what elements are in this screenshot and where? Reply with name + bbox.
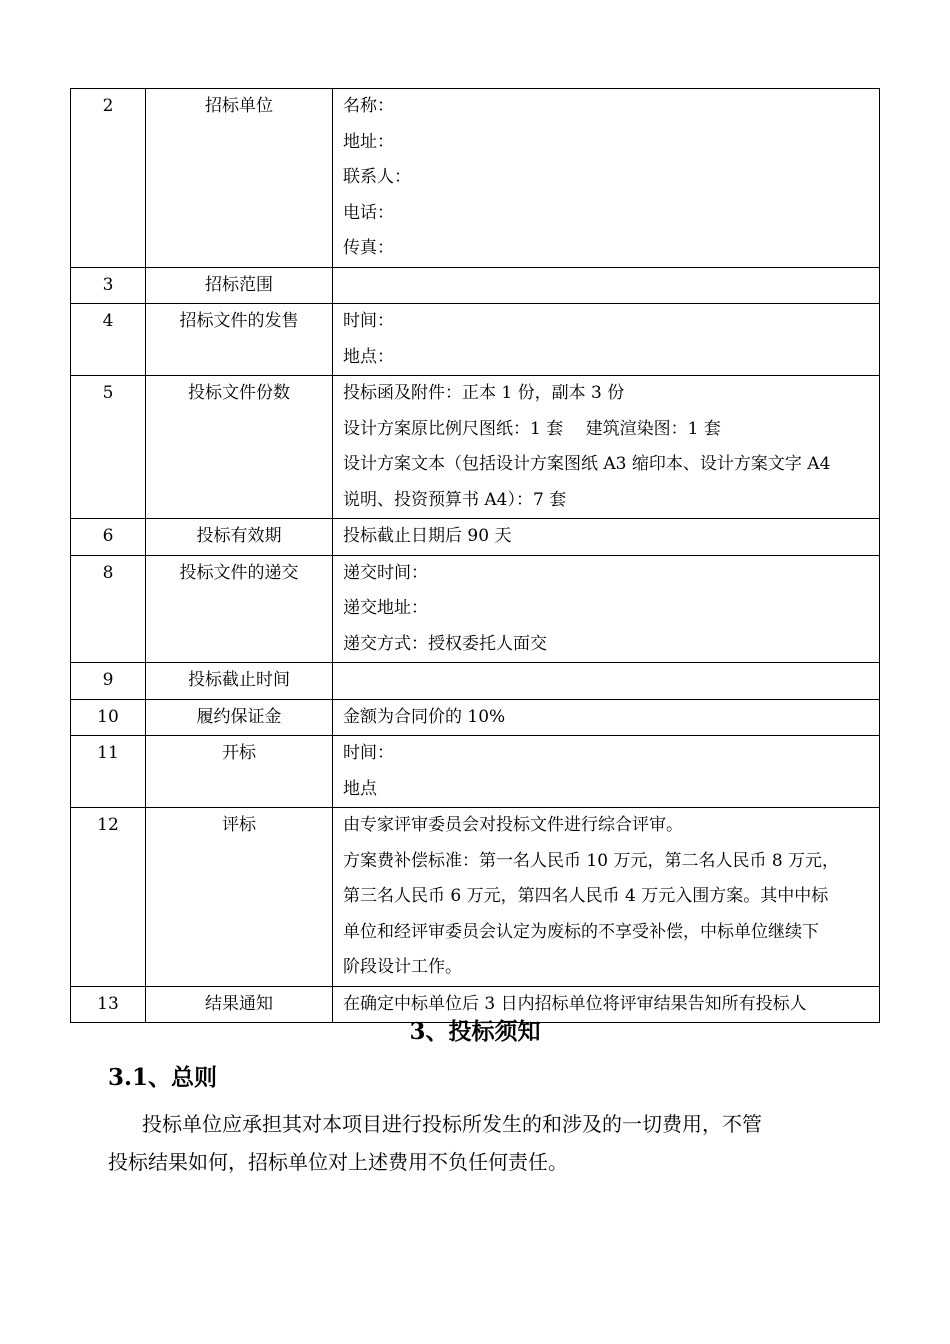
row-number-cell — [71, 89, 146, 268]
row-number-cell — [71, 519, 146, 556]
item-name-cell — [146, 663, 333, 700]
content-line: 时间： — [343, 311, 394, 331]
item-name-cell — [146, 736, 333, 808]
paragraph-line: 投标单位应承担其对本项目进行投标所发生的和涉及的一切费用，不管 — [142, 1112, 762, 1136]
table-row — [71, 89, 880, 268]
content-line: 递交时间： — [343, 562, 428, 583]
table-row — [71, 699, 880, 736]
item-name: 结果通知 — [205, 993, 273, 1014]
row-number-cell — [71, 808, 146, 987]
row-number-cell — [71, 376, 146, 519]
content-line: 递交方式：授权委托人面交 — [343, 633, 547, 654]
content-line — [343, 663, 875, 699]
content-cell — [333, 663, 880, 700]
row-number: 5 — [102, 383, 114, 403]
content-line: 单位和经评审委员会认定为废标的不享受补偿，中标单位继续下 — [343, 921, 819, 942]
content-line: 名称： — [343, 96, 394, 116]
item-name-cell — [146, 519, 333, 556]
bidding-info-table — [70, 88, 880, 1023]
item-name: 履约保证金 — [196, 706, 282, 727]
subsection-title: 3.1、总则 — [108, 1064, 218, 1091]
row-number: 4 — [102, 311, 114, 331]
content-line: 设计方案文本（包括设计方案图纸 A3 缩印本、设计方案文字 A4 — [343, 454, 831, 474]
content-line: 地点： — [343, 346, 394, 367]
content-line: 联系人： — [343, 167, 411, 187]
content-line: 设计方案原比例尺图纸：1 套 建筑渲染图：1 套 — [343, 418, 721, 439]
content-line: 方案费补偿标准：第一名人民币 10 万元，第二名人民币 8 万元， — [343, 850, 840, 871]
content-cell — [333, 304, 880, 376]
content-line: 说明、投资预算书 A4）：7 套 — [343, 489, 567, 510]
content-line: 在确定中标单位后 3 日内招标单位将评审结果告知所有投标人 — [343, 993, 807, 1014]
row-number: 8 — [102, 562, 114, 583]
item-name: 招标文件的发售 — [179, 311, 299, 331]
table-row — [71, 376, 880, 519]
row-number-cell — [71, 663, 146, 700]
row-number-cell — [71, 699, 146, 736]
table-row — [71, 304, 880, 376]
content-line: 地址： — [343, 131, 394, 152]
paragraph-line: 投标结果如何，招标单位对上述费用不负任何责任。 — [108, 1150, 568, 1174]
content-line: 地点 — [343, 778, 377, 799]
content-line: 传真： — [343, 238, 394, 258]
item-name-cell — [146, 808, 333, 987]
content-cell — [333, 808, 880, 987]
row-number: 3 — [102, 274, 114, 295]
item-name: 招标范围 — [205, 274, 273, 295]
table-row — [71, 736, 880, 808]
item-name: 评标 — [222, 815, 256, 835]
section-title: 3、投标须知 — [409, 1018, 541, 1045]
table-row — [71, 267, 880, 304]
content-line: 递交地址： — [343, 598, 428, 618]
row-number-cell — [71, 304, 146, 376]
general-paragraph — [108, 1105, 848, 1181]
content-line: 时间： — [343, 743, 394, 763]
content-line: 金额为合同价的 10% — [343, 706, 506, 727]
item-name-cell — [146, 555, 333, 663]
content-line: 投标截止日期后 90 天 — [343, 526, 512, 546]
content-cell — [333, 376, 880, 519]
content-cell — [333, 555, 880, 663]
row-number: 13 — [97, 993, 119, 1014]
row-number: 10 — [97, 706, 119, 727]
row-number-cell — [71, 555, 146, 663]
item-name: 招标单位 — [205, 96, 273, 116]
item-name-cell — [146, 304, 333, 376]
content-cell — [333, 267, 880, 304]
item-name-cell — [146, 89, 333, 268]
row-number: 2 — [102, 96, 114, 116]
content-cell — [333, 736, 880, 808]
row-number-cell — [71, 267, 146, 304]
item-name: 投标文件的递交 — [179, 562, 299, 583]
content-line: 电话： — [343, 202, 394, 223]
table-row — [71, 519, 880, 556]
item-name: 开标 — [222, 743, 256, 763]
item-name-cell — [146, 267, 333, 304]
row-number: 11 — [97, 743, 119, 763]
table-row — [71, 663, 880, 700]
item-name: 投标截止时间 — [188, 670, 290, 690]
row-number-cell — [71, 736, 146, 808]
content-line — [343, 268, 875, 304]
content-cell — [333, 519, 880, 556]
table-row — [71, 808, 880, 987]
content-line: 阶段设计工作。 — [343, 957, 462, 977]
content-line: 由专家评审委员会对投标文件进行综合评审。 — [343, 815, 683, 835]
item-name: 投标文件份数 — [188, 383, 290, 403]
row-number: 9 — [102, 670, 114, 690]
table-row — [71, 555, 880, 663]
table-body — [71, 89, 880, 1023]
row-number: 6 — [102, 526, 114, 546]
content-cell — [333, 699, 880, 736]
item-name: 投标有效期 — [196, 526, 282, 546]
row-number: 12 — [97, 815, 119, 835]
content-line: 第三名人民币 6 万元，第四名人民币 4 万元入围方案。其中中标 — [343, 886, 829, 906]
content-cell — [333, 89, 880, 268]
item-name-cell — [146, 699, 333, 736]
item-name-cell — [146, 376, 333, 519]
content-line: 投标函及附件：正本 1 份，副本 3 份 — [343, 383, 625, 403]
